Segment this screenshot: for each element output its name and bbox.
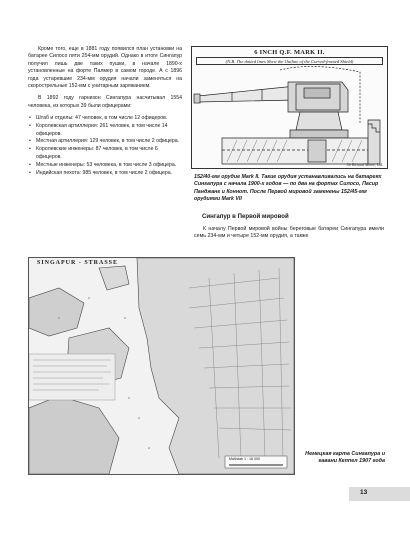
- map-title: SINGAPUR - STRASSE: [37, 260, 119, 266]
- list-item: • Местная артиллерия: 129 человек, в том числе 2 офицера.: [28, 138, 182, 145]
- garrison-list: [28, 115, 182, 177]
- list-item: • Королевская артиллерия: 261 человек, в том числе 14 офицеров.: [28, 123, 182, 138]
- paragraph-garrison: В 1892 году гарнизон Сингапура насчитывал 1554 человека, из которых 39 были офицерами:: [28, 95, 182, 109]
- left-column: [28, 46, 182, 178]
- paragraph-guns: Кроме того, еще в 1881 году появился план установки на батарее Силосо пяти 254-мм орудий. Однако в итоге Сингапур получил лишь две таких пушки, в начале 1890-х установленные на форте Палмер в самом городе. А с 1896 года устаревшие 234-мм орудия начали заменяться на скорострельные 152-мм с унитарным заряжанием.: [28, 46, 182, 90]
- gun-illustration: [192, 64, 387, 167]
- section-heading: Сингапур в Первой мировой: [202, 213, 289, 220]
- list-item: • Местные инженеры: 53 человека, в том числе 3 офицера.: [28, 162, 182, 169]
- gun-drawing-title: 6 INCH Q.F. MARK II.: [254, 49, 325, 56]
- map-scale-label: Maßstab 1 : 16 000: [229, 457, 260, 461]
- gun-drawing: [191, 46, 388, 169]
- gun-drawing-subtitle: (N.B. The dotted lines Shew the Outline of the Curved-fronted Shield): [196, 57, 383, 65]
- list-item: • Королевские инженеры: 87 человек, в том числе 6 офицеров.: [28, 146, 182, 161]
- section-body: К началу Первой мировой войны береговые батареи Сингапура имели семь 234-мм и четыре 152-мм орудия, а также: [194, 226, 384, 240]
- list-item: • Штаб и отделы: 47 человек, в том числе 12 офицеров.: [28, 115, 182, 122]
- list-item: • Индийская пехота: 985 человек, в том числе 2 офицера.: [28, 170, 182, 177]
- page-number: 13: [360, 489, 368, 496]
- map-illustration: [29, 258, 294, 474]
- map-caption: Немецкая карта Сингапура и гавани Кеппел 1907 года: [305, 451, 385, 465]
- singapore-map: [28, 257, 295, 475]
- gun-drawing-signature: Sir Richard Moore, Ltd.: [346, 163, 383, 167]
- page-number-tab: [349, 487, 410, 501]
- gun-caption: 152/40-мм орудие Mark II. Такие орудия устанавливались на батареях Сингапура с начала 1900-х годов — по два на фортах Силосо, Пасир Панджанг и Коннот. После Первой мировой заменены 152/45-мм орудиями Mark VII: [194, 174, 382, 203]
